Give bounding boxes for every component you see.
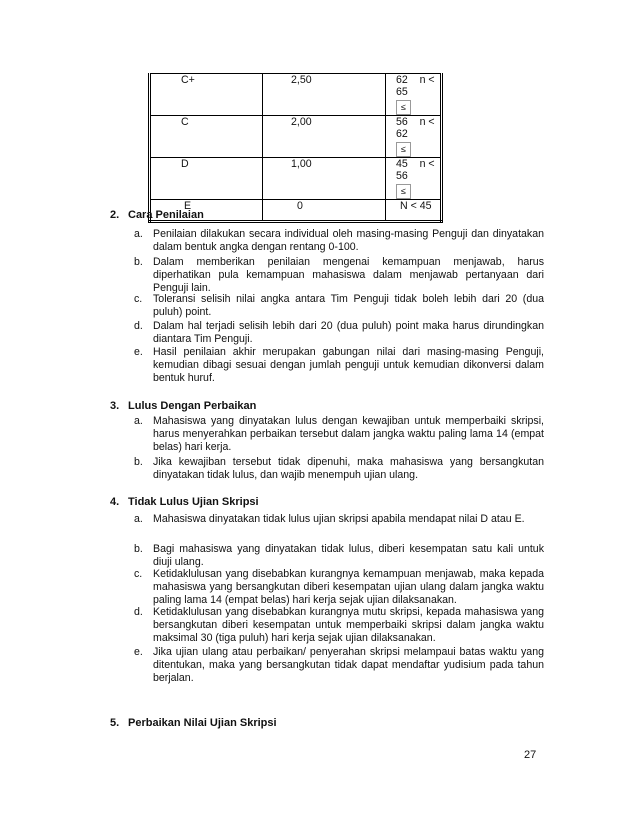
section-number: 2. [110,209,120,221]
section-title: Perbaikan Nilai Ujian Skripsi [128,717,277,729]
section-title: Cara Penilaian [128,209,204,221]
point-cell: 2,50 [263,74,386,116]
range-low: 56 [396,116,408,128]
grade-cell: C [150,116,263,158]
page-number: 27 [524,749,537,761]
item-text: Ketidaklulusan yang disebabkan kurangnya kemampuan menjawab, maka kepada mahasiswa yang bersangkutan diberi kesempatan ujian ulang dalam jangka waktu paling lama 14 (empat belas) hari kerja sejak ujian dilaksanakan. [153,568,544,606]
section-number: 3. [110,400,120,412]
grade-row [150,74,442,116]
item-text: Ketidaklulusan yang disebabkan kurangnya mutu skripsi, kepada mahasiswa yang bersangkutan diberi kesempatan untuk memperbaiki skripsi dalam jangka waktu maksimal 30 (tiga puluh) hari kerja sejak ujian dilaksanakan. [153,606,544,644]
list-item [134,456,544,482]
list-item [134,543,544,569]
range-text: n < 65 [396,74,435,98]
range-cell [386,116,442,158]
list-item [134,293,544,319]
item-text: Jika ujian ulang atau perbaikan/ penyerahan skripsi melampaui batas waktu yang ditentukan, maka yang bersangkutan tidak dapat mendaftar yudisium pada tahun berjalan. [153,646,544,684]
item-text: Dalam hal terjadi selisih lebih dari 20 (dua puluh) point maka harus dirundingkan diantara Tim Penguji. [153,320,544,345]
leq-symbol: ≤ [396,184,411,199]
list-item [134,606,544,645]
item-letter: a. [134,228,143,240]
item-letter: b. [134,256,143,268]
range-cell [386,158,442,200]
section-heading [110,400,256,412]
grade-cell: C+ [150,74,263,116]
point-cell: 0 [263,200,386,222]
item-text: Jika kewajiban tersebut tidak dipenuhi, maka mahasiswa yang bersangkutan dinyatakan tidak lulus, dan wajib menempuh ujian ulang. [153,456,544,481]
list-item [134,320,544,346]
range-cell [386,200,442,222]
grade-cell: E [150,200,263,222]
grade-cell: D [150,158,263,200]
item-text: Mahasiswa yang dinyatakan lulus dengan kewajiban untuk memperbaiki skripsi, harus menyerahkan perbaikan tersebut dalam jangka waktu paling lama 14 (empat belas) hari kerja. [153,415,544,453]
section-title: Tidak Lulus Ujian Skripsi [128,496,259,508]
list-item [134,646,544,685]
grade-row [150,158,442,200]
list-item [134,346,544,385]
list-item [134,228,544,254]
section-heading [110,717,277,729]
item-letter: d. [134,606,143,618]
section-number: 5. [110,717,120,729]
list-item [134,415,544,454]
item-letter: e. [134,346,143,358]
item-text: Bagi mahasiswa yang dinyatakan tidak lulus, diberi kesempatan satu kali untuk diuji ulang. [153,543,544,568]
item-text: Penilaian dilakukan secara individual oleh masing-masing Penguji dan dinyatakan dalam bentuk angka dengan rentang 0-100. [153,228,544,253]
grade-table [148,73,443,223]
item-text: Hasil penilaian akhir merupakan gabungan nilai dari masing-masing Penguji, kemudian dibagi sesuai dengan jumlah penguji untuk kemudian dikonversi dalam bentuk huruf. [153,346,544,384]
section-heading [110,209,204,221]
section-number: 4. [110,496,120,508]
grade-row [150,116,442,158]
section-title: Lulus Dengan Perbaikan [128,400,257,412]
item-text: Dalam memberikan penilaian mengenai kemampuan menjawab, harus diperhatikan pula kemampuan mahasiswa dalam menjawab pertanyaan dari Penguji lain. [153,256,544,294]
item-letter: a. [134,415,143,427]
list-item [134,513,544,526]
leq-symbol: ≤ [396,142,411,157]
item-text: Toleransi selisih nilai angka antara Tim Penguji tidak boleh lebih dari 20 (dua puluh) point. [153,293,544,318]
range-text: N < 45 [400,200,432,212]
range-text: n < 62 [396,116,435,140]
item-letter: c. [134,293,143,305]
range-cell [386,74,442,116]
leq-symbol: ≤ [396,100,411,115]
point-cell: 2,00 [263,116,386,158]
item-letter: e. [134,646,143,658]
item-letter: d. [134,320,143,332]
list-item [134,568,544,607]
item-letter: b. [134,456,143,468]
list-item [134,256,544,295]
point-cell: 1,00 [263,158,386,200]
range-low: 45 [396,158,408,170]
range-text: n < 56 [396,158,435,182]
item-letter: b. [134,543,143,555]
section-heading [110,496,259,508]
range-low: 62 [396,74,408,86]
item-text: Mahasiswa dinyatakan tidak lulus ujian skripsi apabila mendapat nilai D atau E. [153,513,525,525]
item-letter: a. [134,513,143,525]
item-letter: c. [134,568,143,580]
